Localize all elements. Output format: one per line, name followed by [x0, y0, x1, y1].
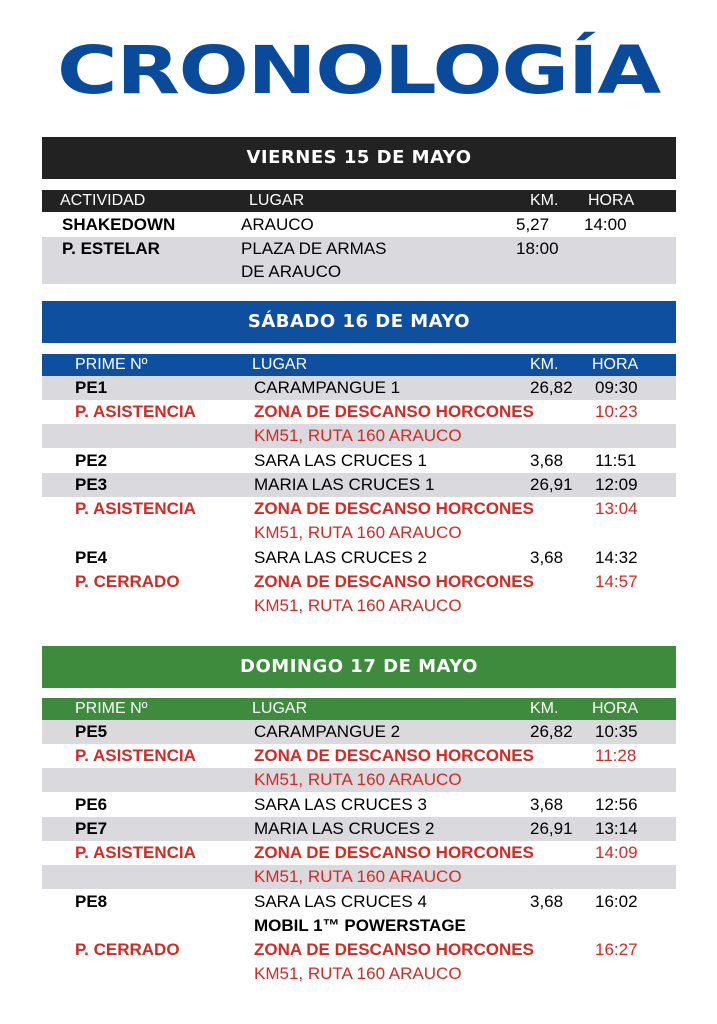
row-hora: 14:00: [584, 215, 627, 234]
row-id: PE1: [75, 378, 108, 397]
row-id: P. ASISTENCIA: [75, 402, 196, 421]
header-lugar: LUGAR: [249, 192, 305, 209]
header-km: KM.: [530, 356, 559, 373]
table-row: [42, 865, 676, 889]
table-row: [42, 449, 676, 473]
table-row: [42, 793, 676, 817]
row-lugar: SARA LAS CRUCES 2: [254, 548, 427, 567]
row-lugar: CARAMPANGUE 2: [254, 722, 401, 741]
row-id: PE8: [75, 892, 108, 911]
row-id: PE4: [75, 548, 108, 567]
table-header-sabado: [42, 354, 676, 376]
row-hora: 13:14: [595, 819, 638, 838]
day-banner-sabado: SÁBADO 16 DE MAYO: [42, 301, 676, 343]
table-row: [42, 744, 676, 768]
row-lugar: SARA LAS CRUCES 4: [254, 892, 427, 911]
row-id: P. CERRADO: [75, 572, 180, 591]
row-lugar: KM51, RUTA 160 ARAUCO: [254, 523, 462, 542]
table-row: [42, 720, 676, 744]
table-row: [42, 768, 676, 792]
header-km: KM.: [530, 700, 559, 717]
header-actividad: ACTIVIDAD: [60, 192, 146, 209]
table-row: [42, 962, 676, 986]
row-hora: 12:56: [595, 795, 638, 814]
row-km: 3,68: [530, 892, 564, 911]
row-id: P. ESTELAR: [62, 239, 160, 258]
row-hora: 16:27: [595, 940, 638, 959]
row-id: P. ASISTENCIA: [75, 499, 196, 518]
row-km: 26,82: [530, 378, 573, 397]
row-hora: 11:51: [595, 451, 637, 470]
row-lugar: ZONA DE DESCANSO HORCONES: [254, 499, 534, 518]
row-id: P. ASISTENCIA: [75, 746, 196, 765]
header-km: KM.: [530, 192, 559, 209]
row-lugar: ZONA DE DESCANSO HORCONES: [254, 843, 534, 862]
table-row: [42, 890, 676, 938]
row-lugar: KM51, RUTA 160 ARAUCO: [254, 964, 462, 983]
row-hora: 11:28: [595, 746, 637, 765]
row-lugar: SARA LAS CRUCES 1: [254, 451, 427, 470]
row-lugar: PLAZA DE ARMAS: [241, 239, 387, 258]
row-hora: 14:09: [595, 843, 638, 862]
row-hora: 09:30: [595, 378, 638, 397]
row-hora: 10:35: [595, 722, 638, 741]
row-lugar-2: DE ARAUCO: [241, 262, 342, 281]
row-lugar: ZONA DE DESCANSO HORCONES: [254, 746, 534, 765]
row-id: P. CERRADO: [75, 940, 180, 959]
row-km: 26,82: [530, 722, 573, 741]
row-lugar: MARIA LAS CRUCES 1: [254, 475, 435, 494]
row-km: 3,68: [530, 451, 564, 470]
row-id: PE2: [75, 451, 108, 470]
row-id: PE7: [75, 819, 108, 838]
row-lugar: ZONA DE DESCANSO HORCONES: [254, 940, 534, 959]
row-id: SHAKEDOWN: [62, 215, 176, 234]
header-prime: PRIME Nº: [75, 700, 148, 717]
table-row: [42, 237, 676, 284]
row-km: 3,68: [530, 795, 564, 814]
row-lugar: KM51, RUTA 160 ARAUCO: [254, 770, 462, 789]
row-hora: 14:32: [595, 548, 638, 567]
header-hora: HORA: [592, 700, 639, 717]
table-row: [42, 546, 676, 570]
row-lugar: ARAUCO: [241, 215, 314, 234]
day-banner-viernes: VIERNES 15 DE MAYO: [42, 137, 676, 179]
header-hora: HORA: [592, 356, 639, 373]
row-lugar: KM51, RUTA 160 ARAUCO: [254, 426, 462, 445]
table-row: [42, 570, 676, 594]
table-row: [42, 473, 676, 497]
row-hora: 13:04: [595, 499, 638, 518]
row-lugar: ZONA DE DESCANSO HORCONES: [254, 572, 534, 591]
page-title: CRONOLOGÍA: [57, 32, 660, 109]
table-row: [42, 521, 676, 545]
row-km: 5,27: [516, 215, 550, 234]
table-row: [42, 400, 676, 424]
row-km: 26,91: [530, 819, 573, 838]
table-row: [42, 938, 676, 962]
row-id: P. ASISTENCIA: [75, 843, 196, 862]
table-row: [42, 594, 676, 618]
row-hora: 10:23: [595, 402, 638, 421]
table-row: [42, 376, 676, 400]
row-id: PE5: [75, 722, 108, 741]
header-hora: HORA: [588, 192, 635, 209]
day-banner-domingo: DOMINGO 17 DE MAYO: [42, 646, 676, 688]
row-hora: 14:57: [595, 572, 638, 591]
row-lugar: CARAMPANGUE 1: [254, 378, 401, 397]
row-lugar: MARIA LAS CRUCES 2: [254, 819, 435, 838]
row-powerstage: MOBIL 1™ POWERSTAGE: [254, 916, 466, 935]
row-lugar: SARA LAS CRUCES 3: [254, 795, 427, 814]
row-km: 18:00: [516, 239, 559, 258]
table-header-domingo: [42, 698, 676, 720]
table-row: [42, 817, 676, 841]
row-lugar: KM51, RUTA 160 ARAUCO: [254, 596, 462, 615]
table-row: [42, 213, 676, 237]
table-row: [42, 841, 676, 865]
row-id: PE3: [75, 475, 108, 494]
row-id: PE6: [75, 795, 108, 814]
row-hora: 16:02: [595, 892, 638, 911]
header-prime: PRIME Nº: [75, 356, 148, 373]
table-header-viernes: [42, 190, 676, 212]
table-row: [42, 424, 676, 448]
row-km: 26,91: [530, 475, 573, 494]
table-row: [42, 497, 676, 521]
row-lugar: ZONA DE DESCANSO HORCONES: [254, 402, 534, 421]
header-lugar: LUGAR: [252, 700, 308, 717]
row-hora: 12:09: [595, 475, 638, 494]
row-lugar: KM51, RUTA 160 ARAUCO: [254, 867, 462, 886]
row-km: 3,68: [530, 548, 564, 567]
header-lugar: LUGAR: [252, 356, 308, 373]
